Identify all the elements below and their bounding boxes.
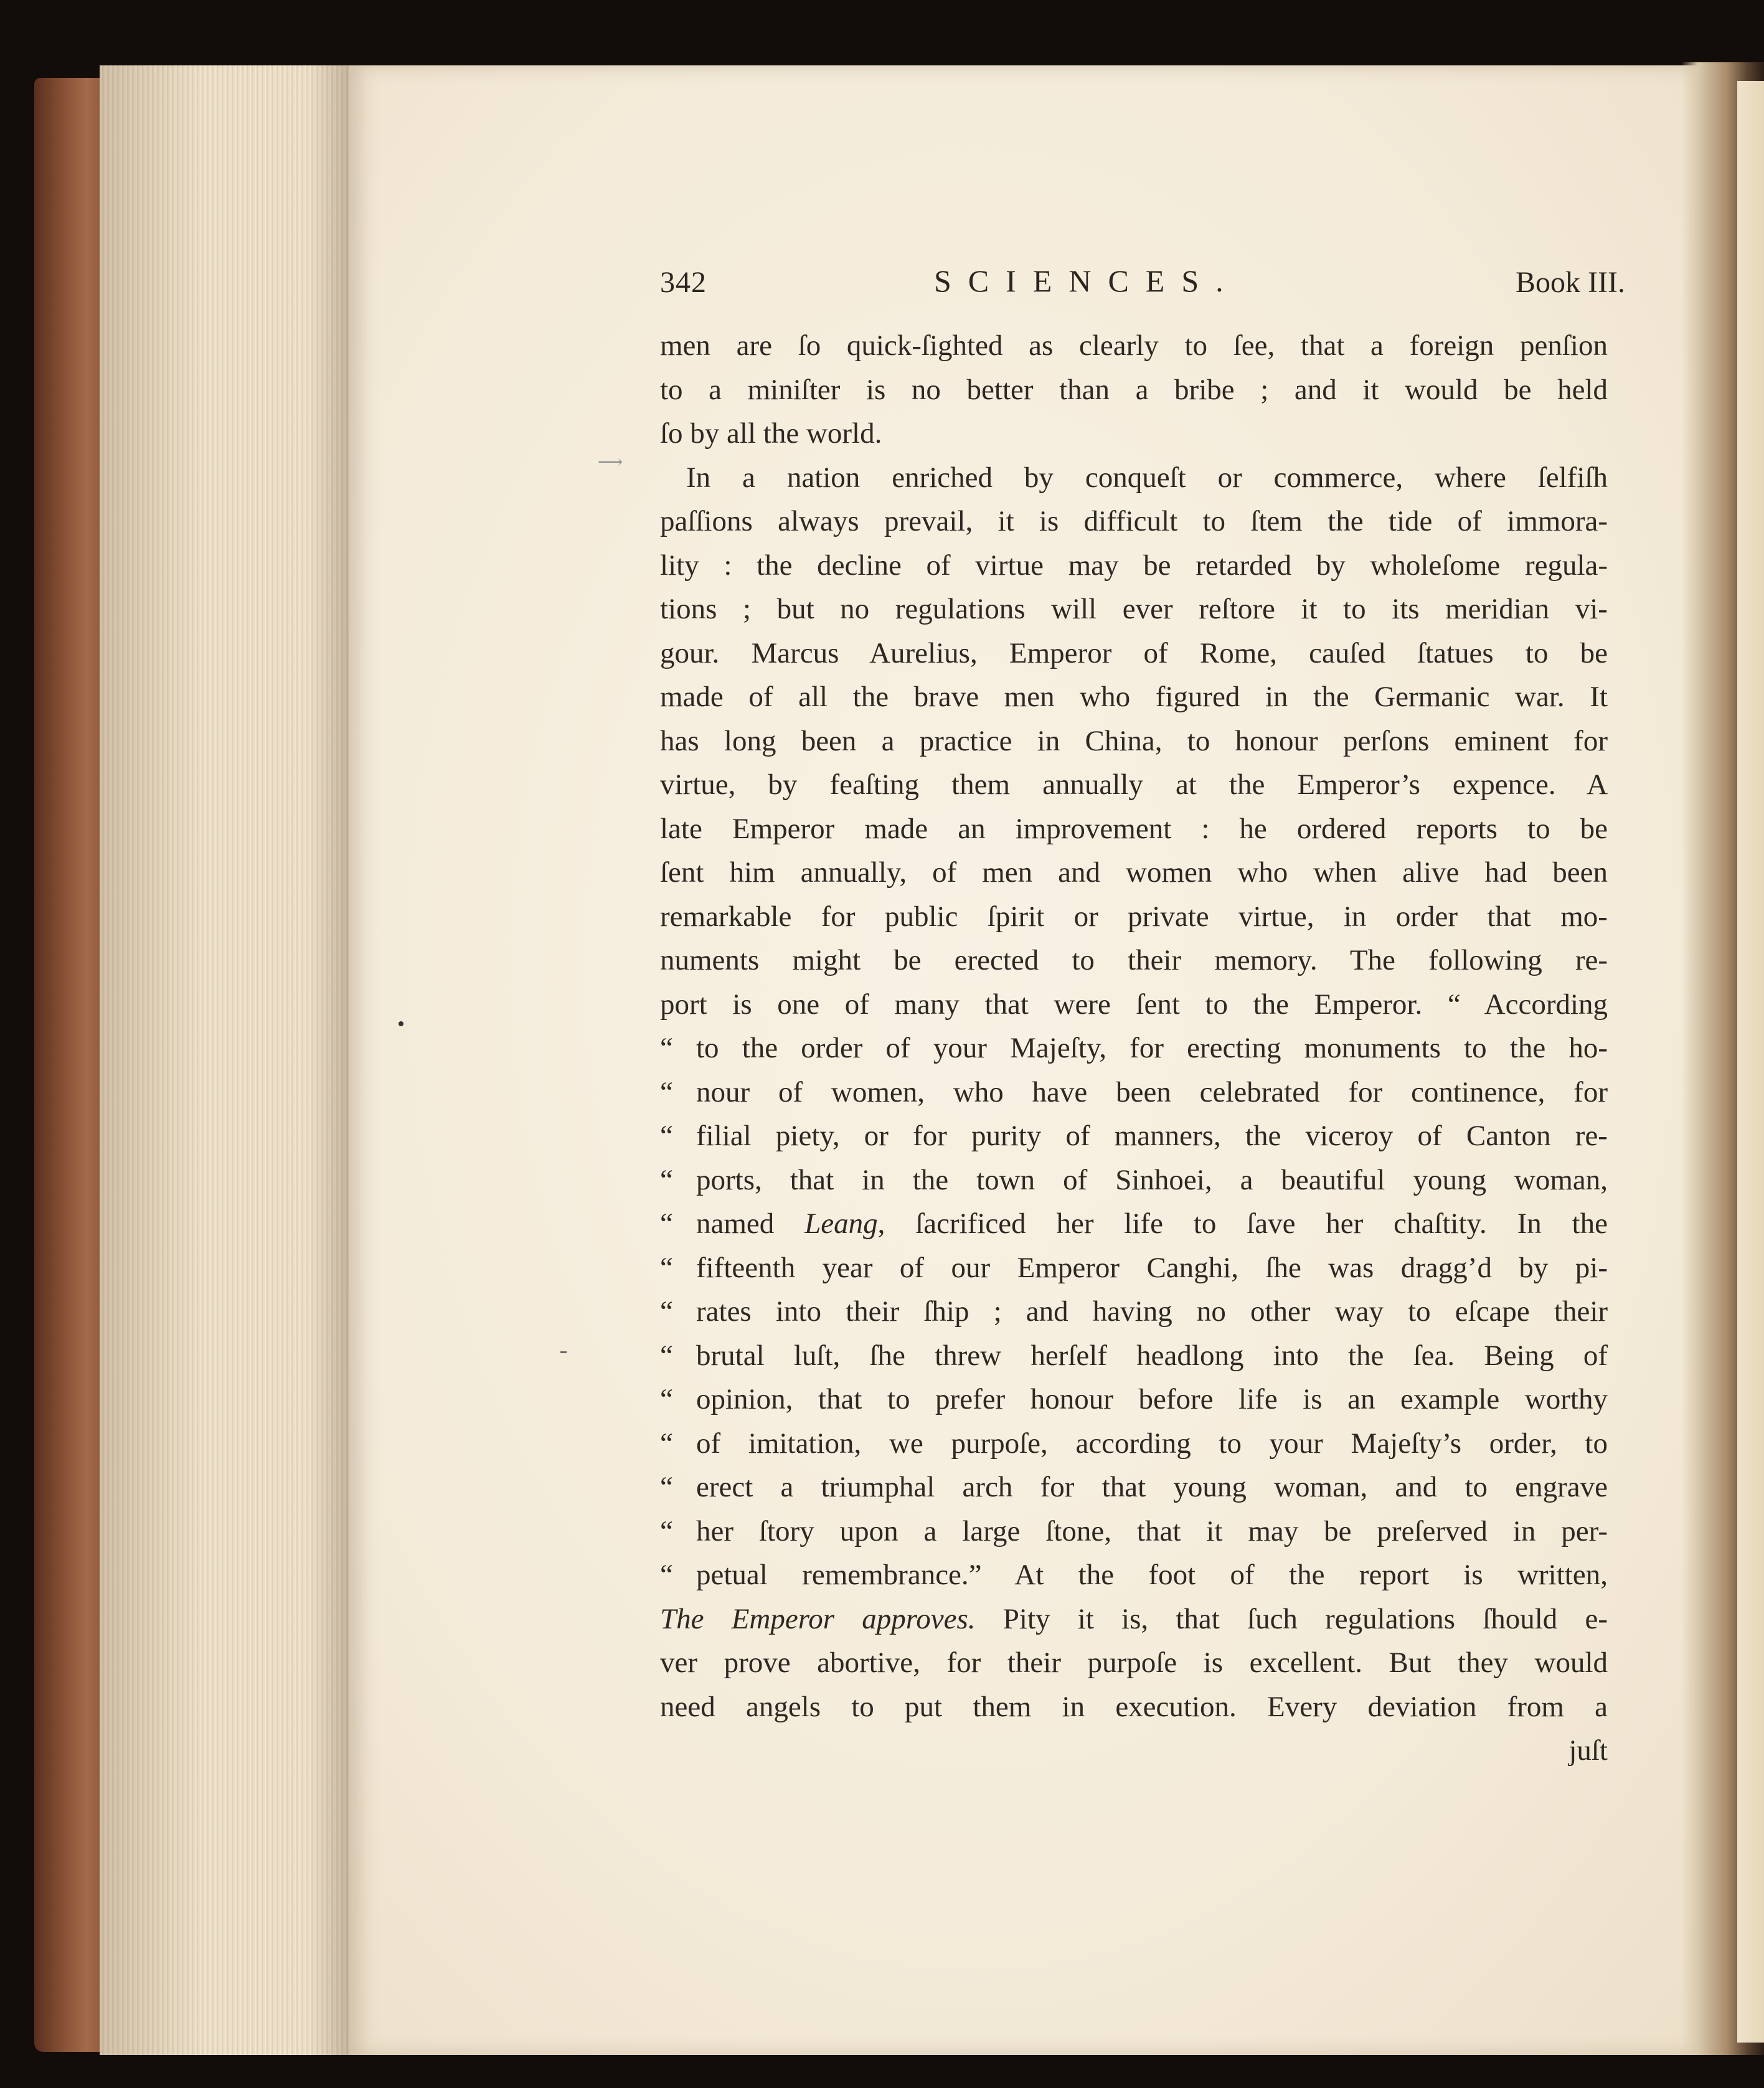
- quote-mark: “: [660, 1163, 673, 1196]
- line-text: The Emperor approves. Pity it is, that ſuch regulations ſhould e-: [660, 1602, 1608, 1635]
- quote-mark: “: [660, 1339, 673, 1372]
- running-head: [660, 260, 1625, 310]
- page-fore-edge: [100, 65, 361, 2055]
- text-line: [660, 1641, 1608, 1685]
- ink-spot: [560, 1351, 567, 1353]
- line-text: ports, that in the town of Sinhoei, a beautiful young woman,: [696, 1163, 1608, 1196]
- line-text: brutal luſt, ſhe threw herſelf headlong into the ſea. Being of: [696, 1339, 1608, 1372]
- quote-mark: “: [660, 1207, 673, 1240]
- pencil-mark: ⟶: [598, 453, 623, 472]
- text-line: [660, 1597, 1608, 1642]
- quote-mark: “: [660, 1075, 673, 1108]
- text-line: [660, 1202, 1608, 1246]
- catchword: juſt: [1568, 1734, 1608, 1767]
- line-text: tions ; but no regulations will ever reſtore it to its meridian vi-: [660, 593, 1608, 625]
- line-text: ſent him annually, of men and women who when alive had been: [660, 856, 1608, 889]
- quote-mark: “: [660, 1120, 673, 1152]
- line-text: lity : the decline of virtue may be retarded by wholeſome regula-: [660, 549, 1608, 582]
- text-line: [660, 587, 1608, 631]
- book-label: Book III.: [1516, 266, 1625, 299]
- text-line: [660, 807, 1608, 851]
- text-line: [660, 938, 1608, 983]
- line-text: fifteenth year of our Emperor Canghi, ſhe was dragg’d by pi-: [696, 1251, 1608, 1284]
- text-line: [660, 631, 1608, 676]
- quote-mark: “: [660, 1383, 673, 1415]
- line-text: late Emperor made an improvement : he ordered reports to be: [660, 812, 1608, 845]
- text-line: [660, 499, 1608, 544]
- text-line: [660, 1553, 1608, 1597]
- line-text: to the order of your Majeſty, for erecting monuments to the ho-: [696, 1032, 1608, 1064]
- quote-mark: “: [660, 1471, 673, 1503]
- body-text: [660, 324, 1608, 1773]
- quote-mark: “: [660, 1559, 673, 1591]
- quote-mark: “: [660, 1032, 673, 1064]
- text-line: [660, 851, 1608, 895]
- line-text: nour of women, who have been celebrated for continence, for: [696, 1075, 1608, 1108]
- text-line: [660, 1290, 1608, 1334]
- line-text: filial piety, or for purity of manners, the viceroy of Canton re-: [696, 1120, 1608, 1152]
- text-line: [660, 719, 1608, 763]
- text-line: [660, 456, 1608, 500]
- line-text: numents might be erected to their memory. The following re-: [660, 944, 1608, 976]
- line-text: men are ſo quick-ſighted as clearly to ſee, that a foreign penſion: [660, 329, 1608, 362]
- line-text: her ſtory upon a large ſtone, that it may be preſerved in per-: [696, 1514, 1608, 1547]
- next-page-edge: [1737, 81, 1764, 2043]
- text-line: [660, 412, 1608, 456]
- italic-text: Leang: [804, 1207, 878, 1240]
- text-line: [660, 1465, 1608, 1509]
- text-line: [660, 1422, 1608, 1466]
- text-line: [660, 983, 1608, 1027]
- quote-mark: “: [660, 1514, 673, 1547]
- text-line: [660, 1026, 1608, 1070]
- text-line: [660, 1114, 1608, 1158]
- line-text: opinion, that to prefer honour before life is an example worthy: [696, 1383, 1608, 1415]
- line-text: named Leang, ſacrificed her life to ſave her chaſtity. In the: [696, 1207, 1608, 1240]
- line-text: virtue, by feaſting them annually at the Emperor’s expence. A: [660, 768, 1608, 801]
- line-text: rates into their ſhip ; and having no other way to eſcape their: [696, 1295, 1608, 1328]
- text-line: [660, 1509, 1608, 1554]
- text-line: [660, 368, 1608, 412]
- ink-spot: [399, 1021, 403, 1026]
- line-text: remarkable for public ſpirit or private virtue, in order that mo-: [660, 900, 1608, 933]
- line-text: port is one of many that were ſent to the Emperor. “ According: [660, 988, 1608, 1021]
- line-text: paſſions always prevail, it is difficult to ſtem the tide of immora-: [660, 505, 1608, 537]
- text-line: [660, 324, 1608, 368]
- line-text: made of all the brave men who figured in the Germanic war. It: [660, 681, 1608, 713]
- running-title: SCIENCES.: [934, 263, 1240, 298]
- line-text: ver prove abortive, for their purpoſe is excellent. But they would: [660, 1646, 1608, 1679]
- line-text: has long been a practice in China, to honour perſons eminent for: [660, 724, 1608, 757]
- line-text: gour. Marcus Aurelius, Emperor of Rome, cauſed ſtatues to be: [660, 636, 1608, 669]
- quote-mark: “: [660, 1427, 673, 1460]
- text-line: [660, 1158, 1608, 1202]
- italic-text: The Emperor approves.: [660, 1602, 976, 1635]
- line-text: to a miniſter is no better than a bribe ; and it would be held: [660, 373, 1608, 406]
- text-line: [660, 763, 1608, 807]
- line-text: In a nation enriched by conqueſt or commerce, where ſelfiſh: [686, 461, 1608, 494]
- text-line: [660, 1685, 1608, 1729]
- text-line: [660, 895, 1608, 939]
- line-text: ſo by all the world.: [660, 417, 882, 450]
- text-line: [660, 675, 1608, 719]
- text-line: [660, 544, 1608, 588]
- page-number: 342: [660, 266, 707, 299]
- quote-mark: “: [660, 1251, 673, 1284]
- text-line: [660, 1377, 1608, 1422]
- text-line: [660, 1334, 1608, 1378]
- line-text: erect a triumphal arch for that young woman, and to engrave: [696, 1471, 1608, 1503]
- quote-mark: “: [660, 1295, 673, 1328]
- text-line: [660, 1246, 1608, 1290]
- line-text: of imitation, we purpoſe, according to your Majeſty’s order, to: [696, 1427, 1608, 1460]
- line-text: need angels to put them in execution. Every deviation from a: [660, 1690, 1608, 1723]
- text-line: [660, 1070, 1608, 1115]
- line-text: petual remembrance.” At the foot of the report is written,: [696, 1559, 1608, 1591]
